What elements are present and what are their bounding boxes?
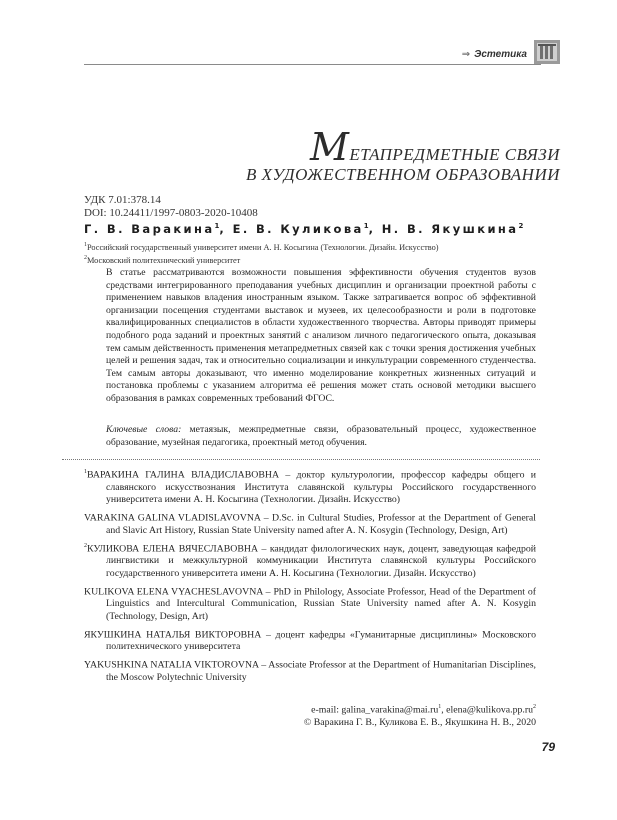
section-name: Эстетика [474,49,527,60]
author-name: Е. В. Куликова [232,222,364,236]
email-separator: , [441,704,447,716]
affiliation-number: 1 [84,242,87,248]
section-label [462,49,527,60]
keywords [106,424,536,449]
udc: УДК 7.01:378.14 [84,194,161,206]
bio-text: ВАРАКИНА ГАЛИНА ВЛАДИСЛАВОВНА – доктор культурологии, профессор кафедры общего и славянского искусствознания Института славянской культуры Российского государственного университета имени А. Н. Косыгина (Технологии. Дизайн. Искусство) [87,469,536,506]
arrow-icon: ⇒ [461,49,471,60]
author-bio [84,583,536,624]
running-header [84,44,561,66]
bio-text: ЯКУШКИНА НАТАЛЬЯ ВИКТОРОВНА – доцент кафедры «Гуманитарные дисциплины» Московского политехнического университета [84,628,536,653]
author-bio [84,540,536,581]
article-title [180,125,560,184]
dotted-divider [62,459,540,460]
author-bios [84,466,536,687]
bio-sup: 1 [84,469,87,475]
bio-text: KULIKOVA ELENA VYACHESLAVOVNA – PhD in Philology, Associate Professor, Head of the Department of Linguistics and Intercultural Communication, Russian State University named after A. N. Kosygin (Technology, Design, Art) [84,585,536,622]
affiliation-item [84,240,439,253]
author-affiliation-mark: 2 [518,222,524,231]
author-name: Н. В. Якушкина [381,222,519,236]
title-initial: М [309,125,350,169]
email-line [304,701,536,716]
author-bio [84,626,536,654]
page-number: 79 [541,740,555,754]
email-prefix: e-mail: [311,704,342,716]
author-name: Г. В. Варакина [84,222,215,236]
affiliation-item [84,253,439,266]
email-sup: 2 [533,704,536,710]
title-line1: ЕТАПРЕДМЕТНЫЕ СВЯЗИ [349,145,560,164]
title-line2: В ХУДОЖЕСТВЕННОМ ОБРАЗОВАНИИ [246,164,560,184]
author-bio [84,509,536,537]
affiliation-text: Московский политехнический университет [87,256,241,266]
affiliation-text: Российский государственный университет имени А. Н. Косыгина (Технологии. Дизайн. Искусство) [87,242,439,252]
authors-line: Г. В. Варакина$^1$, Е. В. Куликова$^1$, Н. В. Якушкина$^2$ [84,222,524,236]
header-rule [84,64,541,65]
bio-sup: 2 [84,542,87,549]
author-affiliation-mark: 1 [363,222,369,231]
column-logo-icon [533,38,561,66]
affiliation-number: 2 [84,255,87,262]
bio-text: КУЛИКОВА ЕЛЕНА ВЯЧЕСЛАВОВНА – кандидат филологических наук, доцент, заведующая кафедрой лингвистики и межкультурной коммуникации Института славянской культуры Российского государственного университета имени А. Н. Косыгина (Технологии. Дизайн. Искусство) [87,542,536,579]
affiliations [84,240,439,267]
author-affiliation-mark: 1 [214,222,220,231]
bio-text: YAKUSHKINA NATALIA VIKTOROVNA – Associate Professor at the Department of Humanitarian Disciplines, the Moscow Polytechnic University [84,659,536,683]
bio-text: VARAKINA GALINA VLADISLAVOVNA – D.Sc. in Cultural Studies, Professor at the Department of General and Slavic Art History, Russian State University named after A. N. Kosygin (Technology, Design, Art) [84,512,536,536]
keywords-label: Ключевые слова: [106,424,182,435]
copyright: © Варакина Г. В., Куликова Е. В., Якушкина Н. В., 2020 [303,717,536,729]
doi: DOI: 10.24411/1997-0803-2020-10408 [84,207,258,219]
email-link-1[interactable]: galina_varakina@mai.ru [341,704,439,716]
email-link-2[interactable]: elena@kulikova.pp.ru [446,704,533,716]
email-sup: 1 [438,704,442,710]
author-bio [84,656,536,684]
contacts [304,701,536,729]
keywords-text: метаязык, межпредметные связи, образовательный процесс, художественное образование, музейная педагогика, проектный метод обучения. [106,424,536,448]
abstract: В статье рассматриваются возможности повышения эффективности обучения студентов вузов средствами интегрированного преподавания учебных дисциплин и организации проектной работы с применением навыков владения иностранным языком. Также затрагивается вопрос об эффективной организации посещения студентами выставок и музеев, их целесообразности и роли в подготовке квалифицированных специалистов в области художественного творчества. Авторы приводят примеры подобного рода заданий и проектных занятий с анализом личного педагогического опыта, доказывая тем самым действенность применения метапредметных связей как с точки зрения достижения учебных целей и решения задач, так и относительно социализации и инкультурации современного студенчества. Тем самым авторы доказывают, что именно моделирование конкретных жизненных ситуаций и постановка проблемы с указанием алгоритма её решения может стать основой методики высшего образования в рамках современных требований ФГОС. [106,267,536,404]
article-identifiers [84,194,258,220]
author-bio [84,466,536,507]
